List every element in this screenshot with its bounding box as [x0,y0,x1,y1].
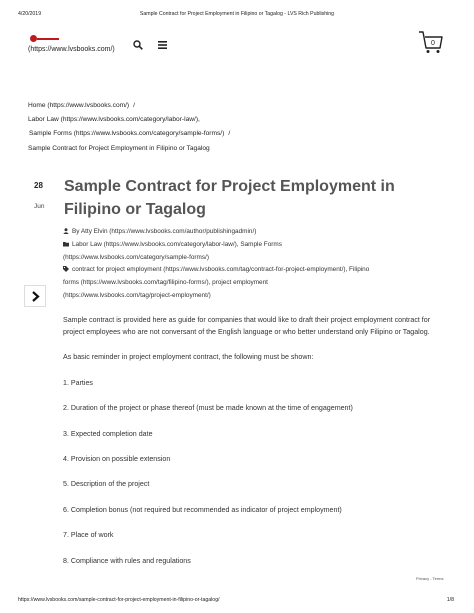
post-date-day: 28 [34,181,43,190]
breadcrumb-separator: / [228,130,231,138]
post-tags-cont[interactable]: forms (https://www.lvsbooks.com/tag/filipino-forms/), project employment [63,279,268,287]
print-header [0,11,474,21]
print-url: https://www.lvsbooks.com/sample-contract-for-project-employment-in-filipino-or-tagalog/ [18,597,220,603]
list-item: 6. Completion bonus (not required but recommended as indicator of project employment) [63,505,342,514]
privacy-terms-link[interactable]: Privacy - Terms [416,576,444,581]
list-item: 4. Provision on possible extension [63,454,171,463]
cart-count: 0 [431,40,435,47]
post-tags[interactable]: contract for project employment (https://www.lvsbooks.com/tag/contract-for-project-employment/), Filipino [63,264,453,277]
post-title: Sample Contract for Project Employment in Filipino or Tagalog [64,178,395,218]
user-icon [63,228,69,234]
breadcrumb-separator: / [133,102,135,109]
home-link[interactable]: (https://www.lvsbooks.com/) [28,46,115,53]
chevron-right-icon [31,291,40,302]
breadcrumb [28,99,328,156]
list-item: 2. Duration of the project or phase thereof (must be made known at the time of engagement) [63,404,353,413]
site-logo[interactable] [30,35,64,43]
list-item: 7. Place of work [63,531,114,540]
hamburger-menu-icon[interactable] [158,41,167,49]
logo-mark [30,35,37,42]
list-item: 8. Compliance with rules and regulations [63,556,191,565]
post-tags-cont[interactable]: (https://www.lvsbooks.com/tag/project-employment/) [63,291,211,299]
shopping-cart-icon[interactable] [418,30,444,54]
breadcrumb-item-home[interactable]: Home (https://www.lvsbooks.com/) / [28,102,135,109]
post-author[interactable]: By Atty Elvin (https://www.lvsbooks.com/author/publishingadmin/) [63,226,453,239]
reminder-paragraph: As basic reminder in project employment contract, the following must be shown: [63,353,314,362]
print-date: 4/20/2019 [18,11,42,17]
list-item: 1. Parties [63,378,93,387]
print-page-title: Sample Contract for Project Employment in Filipino or Tagalog - LVS Rich Publishing [139,11,335,17]
breadcrumb-item-labor-law[interactable]: Labor Law (https://www.lvsbooks.com/category/labor-law/), [28,116,200,124]
breadcrumb-item-sample-forms[interactable]: Sample Forms (https://www.lvsbooks.com/category/sample-forms/) / [29,130,231,138]
breadcrumb-item-current: Sample Contract for Project Employment in Filipino or Tagalog [28,144,210,152]
next-post-button[interactable] [24,285,46,307]
list-item: 5. Description of the project [63,480,150,489]
post-meta [63,226,453,303]
search-icon[interactable] [133,40,143,50]
intro-paragraph: Sample contract is provided here as guide for companies that would like to draft their project employment contract for project employees who are not conversant of the English language or who better understand only Filipino or Tagalog. [63,316,431,337]
post-content [63,314,451,580]
logo-bar [37,38,59,40]
print-page-number: 1/8 [446,597,454,603]
list-item: 3. Expected completion date [63,429,153,438]
post-categories[interactable]: Labor Law (https://www.lvsbooks.com/category/labor-law/), Sample Forms [63,239,453,252]
folder-icon [63,241,69,247]
post-categories-cont[interactable]: (https://www.lvsbooks.com/category/sample-forms/) [63,253,209,261]
tag-icon [63,266,69,272]
post-date-month: Jun [34,203,45,210]
